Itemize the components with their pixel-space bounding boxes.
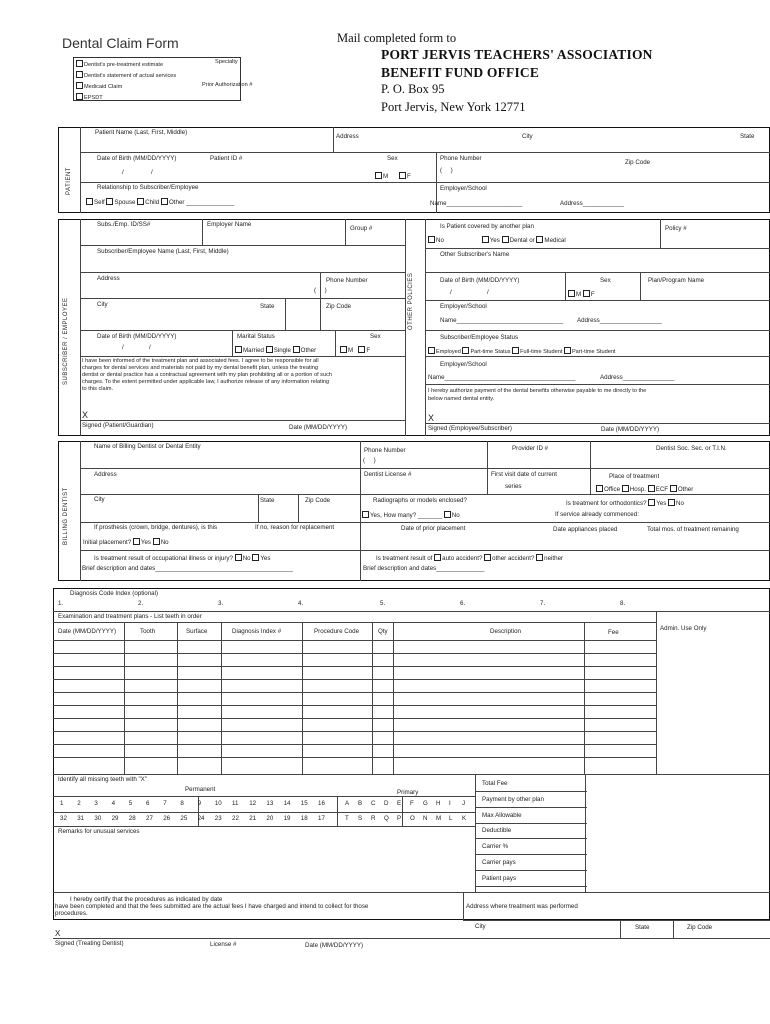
tooth-F[interactable]: F [410,800,414,807]
patient-employer-address[interactable]: Address____________ [560,200,624,207]
signed-patient-date-label: Date (MM/DD/YYYY) [289,424,348,431]
tooth-5[interactable]: 5 [128,800,133,807]
subscriber-phone-label: Phone Number [326,277,368,284]
subscriber-name-label: Subscriber/Employee Name (Last, First, Middle) [97,248,229,255]
billing-state-label: State [260,497,275,504]
other-employer2-label: Employer/School [440,361,487,368]
col-surface: Surface [186,628,208,635]
tooth-29[interactable]: 29 [111,815,119,822]
tooth-9[interactable]: 9 [197,800,202,807]
totals-row-label: Patient pays [482,874,517,882]
tooth-28[interactable]: 28 [128,815,136,822]
table-row[interactable] [53,666,656,667]
billing-phone-label: Phone Number [364,447,406,454]
org-city: Port Jervis, New York 12771 [381,100,526,114]
auth-line-3: dentist or dental practice has a contractual agreement with my plan prohibiting all or a portion of such [82,372,332,378]
billing-address-label: Address [94,471,117,478]
diagnosis-slot-4[interactable]: 4. [298,600,304,607]
tooth-30[interactable]: 30 [94,815,102,822]
table-row[interactable] [53,692,656,693]
other-sex-options[interactable]: M F [568,290,595,298]
primary-label: Primary [397,789,419,796]
prior-auth-label: Prior Authorization # [202,82,253,88]
auth-line-5: to this claim. [82,386,114,392]
tooth-11[interactable]: 11 [232,800,239,807]
patient-id-label: Patient ID # [210,155,243,162]
months-remaining-label: Total mos. of treatment remaining [647,526,739,533]
col-description: Description [490,628,521,635]
subscriber-status-label: Subscriber/Employee Status [440,334,519,341]
option-medicaid[interactable]: Medicaid Claim [76,82,122,91]
signed-employee-date-label: Date (MM/DD/YYYY) [601,426,660,433]
subscriber-sign-x: X [82,410,89,420]
accident-label[interactable]: Is treatment result of auto accident? other accident? neither [376,555,564,562]
cert-line-3: procedures. [55,910,88,917]
tooth-4[interactable]: 4 [111,800,116,807]
tooth-12[interactable]: 12 [249,800,257,807]
assign-line-2: below named dental entity. [428,396,495,402]
tooth-26[interactable]: 26 [163,815,171,822]
tooth-O[interactable]: O [410,815,415,822]
subscriber-zip-label: Zip Code [326,303,352,310]
first-visit-label: First visit date of current [491,471,558,478]
diagnosis-slot-8[interactable]: 8. [620,600,626,607]
tooth-Q[interactable]: Q [384,815,389,822]
tooth-10[interactable]: 10 [214,800,222,807]
tooth-H[interactable]: H [436,800,441,807]
covered-options[interactable]: No Yes Dental or Medical [428,236,566,244]
diagnosis-slot-1[interactable]: 1. [58,600,64,607]
cert-line-1: I hereby certify that the procedures as indicated by date [70,896,223,903]
tooth-R[interactable]: R [371,815,376,822]
patient-section-label: PATIENT [66,167,72,195]
relationship-label: Relationship to Subscriber/Employee [97,184,199,191]
tooth-L[interactable]: L [449,815,453,822]
tooth-1[interactable]: 1 [60,800,64,807]
diagnosis-slot-3[interactable]: 3. [218,600,224,607]
diagnosis-slot-7[interactable]: 7. [540,600,546,607]
ortho-label[interactable]: Is treatment for orthodontics? Yes No [566,500,684,507]
table-row[interactable] [53,653,656,654]
tooth-27[interactable]: 27 [146,815,153,822]
diagnosis-slot-2[interactable]: 2. [138,600,144,607]
col-qty: Qty [378,628,388,635]
billing-zip-label: Zip Code [305,497,331,504]
patient-city-label: City [522,133,533,140]
remarks-label: Remarks for unusual services [58,828,140,835]
marital-options[interactable]: Married Single Other [235,346,316,354]
patient-zip-label: Zip Code [625,159,651,166]
totals-row-label: Max Allowable [482,811,522,819]
dentist-license-label: Dentist License # [364,471,412,478]
tooth-J[interactable]: J [462,800,466,807]
tooth-S[interactable]: S [358,815,363,822]
tooth-20[interactable]: 20 [266,815,274,822]
dentist-date-label: Date (MM/DD/YYYY) [305,942,364,949]
treatment-section [53,588,770,920]
tooth-K[interactable]: K [462,815,467,822]
tooth-N[interactable]: N [423,815,428,822]
missing-teeth-label: Identify all missing teeth with "X" [58,776,147,783]
option-actual-services[interactable]: Dentist's statement of actual services [76,71,176,80]
treatment-address-label: Address where treatment was performed [466,903,578,910]
marital-status-label: Marital Status [237,333,275,340]
treatment-city-label: City [475,923,486,930]
tooth-2[interactable]: 2 [77,800,81,807]
totals-row-label: Carrier % [482,843,509,851]
patient-sex-f[interactable]: F [399,172,411,180]
admin-use-label: Admin. Use Only [660,625,707,632]
totals-row-label: Carrier pays [482,859,516,866]
org-name: PORT JERVIS TEACHERS' ASSOCIATION [381,47,653,62]
diagnosis-slot-5[interactable]: 5. [380,600,386,607]
auth-line-4: charges. To the extent permitted under applicable law, I authorize release of any information relating [82,379,330,385]
signed-employee-label: Signed (Employee/Subscriber) [428,425,512,432]
auth-line-1: I have been informed of the treatment plan and associated fees. I agree to be responsible for all [82,358,319,364]
tooth-6[interactable]: 6 [146,800,150,807]
replacement-reason-label: If no, reason for replacement [255,524,335,531]
table-row[interactable] [53,731,656,732]
provider-id-label: Provider ID # [512,445,549,452]
totals-row-label: Deductible [482,827,512,835]
patient-address-label: Address [336,133,359,140]
place-options[interactable]: Office Hosp. ECF Other [596,485,693,493]
tooth-32[interactable]: 32 [60,815,67,822]
tooth-17[interactable]: 17 [318,815,325,822]
col-tooth: Tooth [140,628,156,635]
tooth-T[interactable]: T [345,815,349,822]
tooth-18[interactable]: 18 [300,815,308,822]
tooth-E[interactable]: E [397,800,402,807]
subscriber-sex-options[interactable]: M F [340,346,370,354]
tooth-21[interactable]: 21 [249,815,257,822]
form-title: Dental Claim Form [62,35,179,51]
table-row[interactable] [53,757,656,758]
other-subscriber-label: Other Subscriber's Name [440,251,510,258]
initial-placement[interactable]: Initial placement? Yes No [83,539,169,546]
subscriber-status-options[interactable]: Employed Part-time Status Full-time Student Part-time Student [428,347,615,356]
col-date: Date (MM/DD/YYYY) [58,628,117,635]
brief-description-2-label: Brief description and dates______________ [363,565,485,572]
tooth-19[interactable]: 19 [283,815,291,822]
brief-description-label: Brief description and dates________________________________________ [82,565,293,572]
tooth-16[interactable]: 16 [318,800,325,807]
subscriber-dob-label: Date of Birth (MM/DD/YYYY) [97,333,177,340]
treatment-state-label: State [635,924,650,931]
subscriber-section-label: SUBSCRIBER / EMPLOYEE [63,297,69,385]
subscriber-ssn-label: Subs./Emp. ID/SS# [97,221,151,228]
billing-name-label: Name of Billing Dentist or Dental Entity [94,443,201,450]
billing-city-label: City [94,496,105,503]
permanent-label: Permanent [185,786,216,793]
dentist-license-sign-label: License # [210,941,237,948]
subscriber-city-label: City [97,301,108,308]
place-of-treatment-label: Place of treatment [609,473,660,480]
tooth-14[interactable]: 14 [283,800,291,807]
patient-employer-label: Employer/School [440,185,487,192]
tooth-A[interactable]: A [345,800,350,807]
subscriber-address-label: Address [97,275,120,282]
diagnosis-slot-6[interactable]: 6. [460,600,466,607]
subscriber-sex-label: Sex [370,333,381,340]
option-pretreatment[interactable]: Dentist's pre-treatment estimate [76,60,163,69]
table-row[interactable] [53,679,656,680]
dentist-ssn-label: Dentist Soc. Sec. or T.I.N. [656,445,727,452]
tooth-D[interactable]: D [384,800,389,807]
tooth-G[interactable]: G [423,800,428,807]
other-dob-label: Date of Birth (MM/DD/YYYY) [440,277,520,284]
cert-line-2: have been completed and that the fees submitted are the actual fees I have charged and intend to collect for those [55,903,369,910]
subscriber-employer-label: Employer Name [207,221,252,228]
tooth-P[interactable]: P [397,815,402,822]
treatment-plan-label: Examination and treatment plans - List teeth in order [58,613,202,620]
tooth-M[interactable]: M [436,815,442,822]
tooth-B[interactable]: B [358,800,363,807]
org-address: P. O. Box 95 [381,82,445,96]
tooth-I[interactable]: I [449,800,451,807]
totals-row-label: Total Fee [482,780,508,787]
auth-line-2: charges for dental services and materials not paid by my dental benefit plan, unless the treating [82,365,319,371]
tooth-24[interactable]: 24 [197,815,205,822]
plan-name-label: Plan/Program Name [648,277,705,284]
patient-state-label: State [740,133,755,140]
table-row[interactable] [53,718,656,719]
policy-number-label: Policy # [665,225,687,232]
other-employer-name[interactable]: Name_______________________________ [440,317,564,324]
tooth-3[interactable]: 3 [94,800,98,807]
col-diagnosis: Diagnosis Index # [232,628,282,635]
totals-row-label: Payment by other plan [482,795,544,803]
table-row[interactable] [53,744,656,745]
ortho-commenced-label: If service already commenced: [555,511,639,518]
specialty-label: Specialty [215,59,238,65]
subscriber-state-label: State [260,303,275,310]
radiographs-label: Radiographs or models enclosed? [373,497,467,504]
patient-name-label: Patient Name (Last, First, Middle) [95,129,188,136]
treatment-zip-label: Zip Code [687,924,713,931]
table-row[interactable] [53,705,656,706]
signed-patient-label: Signed (Patient/Guardian) [82,422,154,429]
patient-sex-m[interactable]: M [375,172,388,180]
mail-to-text: Mail completed form to [337,31,457,45]
other-employer2-name[interactable]: Name______________________________________ [428,374,576,381]
tooth-31[interactable]: 31 [77,815,85,822]
tooth-22[interactable]: 22 [232,815,239,822]
tooth-25[interactable]: 25 [180,815,188,822]
patient-sex-label: Sex [387,155,398,162]
org-office: BENEFIT FUND OFFICE [381,65,540,80]
billing-section-label: BILLING DENTIST [63,487,69,545]
other-employer2-address[interactable]: Address_______________ [600,374,675,381]
tooth-C[interactable]: C [371,800,376,807]
option-epsdt[interactable]: EPSDT [76,93,103,102]
occupational-label[interactable]: Is treatment result of occupational illness or injury? No Yes [94,555,271,562]
other-sex-label: Sex [600,277,611,284]
signed-dentist-label: Signed (Treating Dentist) [55,940,124,947]
col-procedure: Procedure Code [314,628,360,635]
dentist-sign-x: X [55,929,61,938]
tooth-13[interactable]: 13 [266,800,274,807]
covered-label: Is Patient covered by another plan [440,223,534,230]
diagnosis-index-label: Diagnosis Code Index (optional) [70,590,159,597]
employee-sign-x: X [428,413,435,423]
prosthesis-label: If prosthesis (crown, bridge, dentures), is this [94,524,218,531]
patient-dob-label: Date of Birth (MM/DD/YYYY) [97,155,177,162]
tooth-15[interactable]: 15 [300,800,308,807]
relationship-options[interactable]: Self Spouse Child Other ______________ [86,198,234,206]
tooth-7[interactable]: 7 [163,800,167,807]
other-policies-label: OTHER POLICIES [408,272,414,330]
other-employer-label: Employer/School [440,303,487,310]
appliances-placed-label: Date appliances placed [553,526,618,533]
prior-placement-label: Date of prior placement [401,525,466,532]
patient-phone-label: Phone Number [440,155,482,162]
group-number-label: Group # [350,225,373,232]
other-employer-address[interactable]: Address__________________ [577,317,662,324]
tooth-8[interactable]: 8 [180,800,184,807]
tooth-23[interactable]: 23 [214,815,222,822]
series-label: series [505,483,522,490]
patient-employer-name[interactable]: Name______________________ [430,200,523,207]
radiographs-options[interactable]: Yes, How many? _______ No [362,511,460,519]
col-fee: Fee [608,629,619,636]
assign-line-1: I hereby authorize payment of the dental benefits otherwise payable to me directly to the [428,388,647,394]
